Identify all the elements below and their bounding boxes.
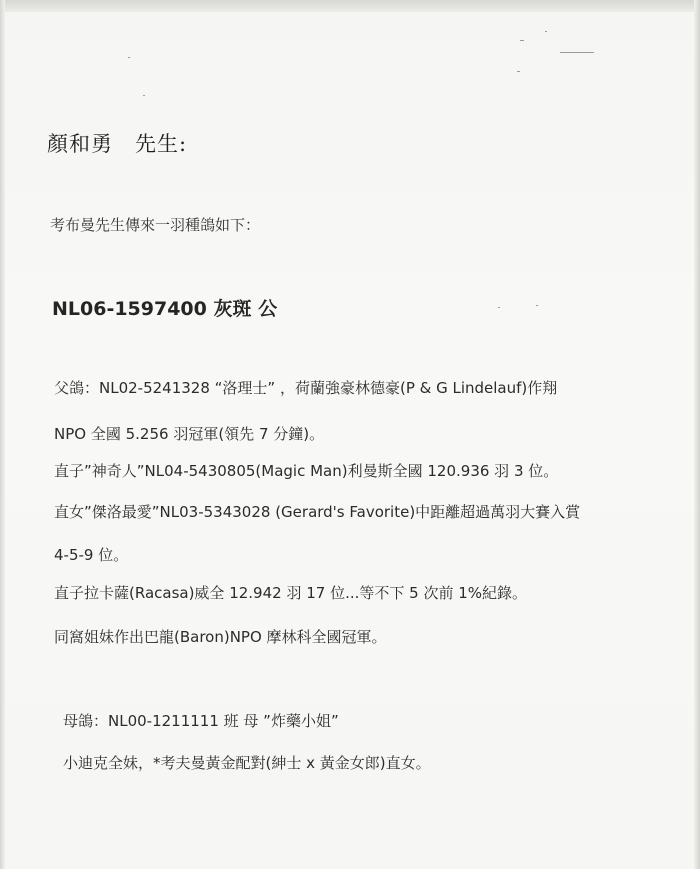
sire-line: 父鴿：NL02-5241328 “洛理士” ，荷蘭強豪林德豪(P & G Lindelauf)作翔 [54, 379, 558, 397]
scan-speck [536, 305, 538, 306]
sire-line: 同窩姐妹作出巴龍(Baron)NPO 摩林科全國冠軍。 [54, 628, 387, 646]
scan-speck [560, 52, 594, 53]
sire-line: 4-5-9 位。 [54, 546, 129, 564]
scan-speck [498, 307, 500, 308]
scan-speck [520, 40, 524, 41]
scan-speck [128, 57, 130, 58]
scan-speck [143, 95, 145, 96]
addressee: 顏和勇 先生: [47, 132, 188, 156]
intro-text: 考布曼先生傳來一羽種鴿如下： [50, 216, 261, 234]
scan-speck [545, 31, 547, 32]
sire-line: NPO 全國 5.256 羽冠軍(領先 7 分鐘)。 [54, 425, 325, 443]
scan-speck [517, 71, 520, 72]
bird-id-heading: NL06-1597400 灰斑 公 [52, 298, 278, 320]
dam-line: 小迪克全妹，*考夫曼黃金配對(紳士 x 黃金女郎)直女。 [63, 754, 431, 772]
dam-line: 母鴿：NL00-1211111 班 母 ”炸藥小姐” [63, 712, 339, 730]
scan-edge-top [0, 0, 700, 12]
scan-edge-left [0, 0, 5, 869]
sire-line: 直女”傑洛最愛”NL03-5343028 (Gerard's Favorite)中距離超過萬羽大賽入賞 [54, 503, 581, 521]
scan-edge-right [694, 0, 700, 869]
sire-line: 直子”神奇人”NL04-5430805(Magic Man)利曼斯全國 120.936 羽 3 位。 [54, 462, 559, 480]
sire-line: 直子拉卡薩(Racasa)威全 12.942 羽 17 位...等不下 5 次前 1%紀錄。 [54, 584, 528, 602]
